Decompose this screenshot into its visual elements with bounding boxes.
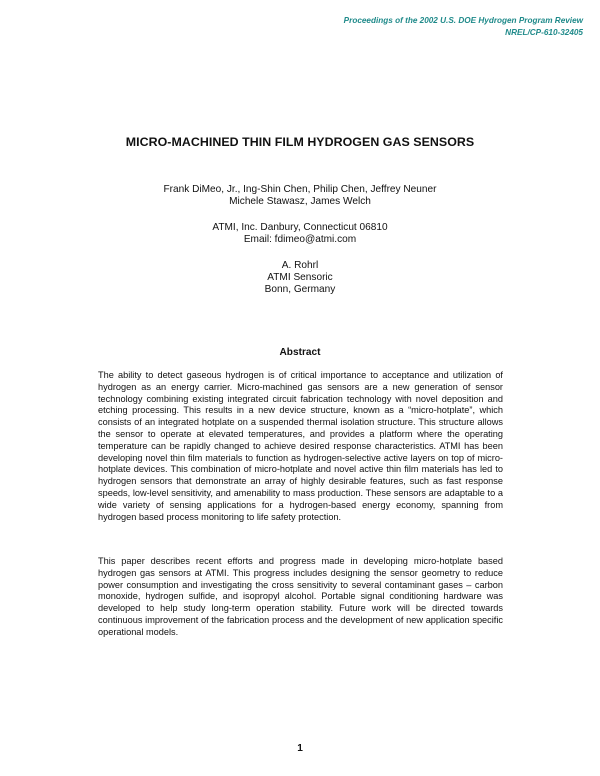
report-number: NREL/CP-610-32405 — [505, 28, 583, 37]
second-author-org: ATMI Sensoric — [267, 272, 333, 283]
proceedings-title: Proceedings of the 2002 U.S. DOE Hydrogen Program Review — [343, 16, 583, 25]
author-list — [0, 184, 600, 208]
proceedings-header — [344, 15, 583, 39]
abstract-heading: Abstract — [279, 347, 321, 358]
author-line-1: Frank DiMeo, Jr., Ing-Shin Chen, Philip Chen, Jeffrey Neuner — [163, 184, 437, 195]
second-author-location: Bonn, Germany — [264, 284, 336, 295]
second-affiliation-block — [0, 260, 600, 296]
affiliation-email: Email: fdimeo@atmi.com — [243, 234, 357, 245]
abstract-paragraph-2: This paper describes recent efforts and progress made in developing micro-hotplate based hydrogen gas sensors at ATMI. This progress includes designing the sensor geometry to reduce power consumption and investigating the cross sensitivity to several contaminant gases – carbon monoxide, hydrogen sulfide, and isopropyl alcohol. Portable signal conditioning hardware was developed to help study long-term operation stability. Future work will be directed towards continuous improvement of the fabrication process and the development of new application specific operational models. — [98, 556, 503, 637]
second-author-name: A. Rohrl — [281, 260, 319, 271]
affiliation-block — [0, 222, 600, 246]
abstract-paragraph-1: The ability to detect gaseous hydrogen is of critical importance to acceptance and utilization of hydrogen as an energy carrier. Micro-machined gas sensors are a new generation of sensor technology combining existing integrated circuit fabrication technology with novel deposition and etching processing. This results in a new device structure, known as a “micro-hotplate”, which consists of an integrated hotplate on a suspended thermal isolation structure. This structure allows the sensor to operate at elevated temperatures, and provides a platform where the operating temperature can be rapidly changed to achieve desired response characteristics. ATMI has been developing novel thin film materials to function as hydrogen-selective active layers on top of micro-hotplate devices. This combination of micro-hotplate and novel active thin film materials has led to hydrogen sensors that demonstrate an array of highly desirable features, such as fast response speeds, low-level sensitivity, and amenability to mass production. These sensors are adaptable to a wide variety of sensing applications for a hydrogen-based energy economy, spanning from hydrogen based process monitoring to life safety protection. — [98, 370, 503, 522]
paper-title: MICRO-MACHINED THIN FILM HYDROGEN GAS SENSORS — [125, 135, 475, 149]
page-number: 1 — [297, 743, 303, 754]
author-line-2: Michele Stawasz, James Welch — [229, 196, 371, 207]
affiliation-org: ATMI, Inc. Danbury, Connecticut 06810 — [212, 222, 388, 233]
